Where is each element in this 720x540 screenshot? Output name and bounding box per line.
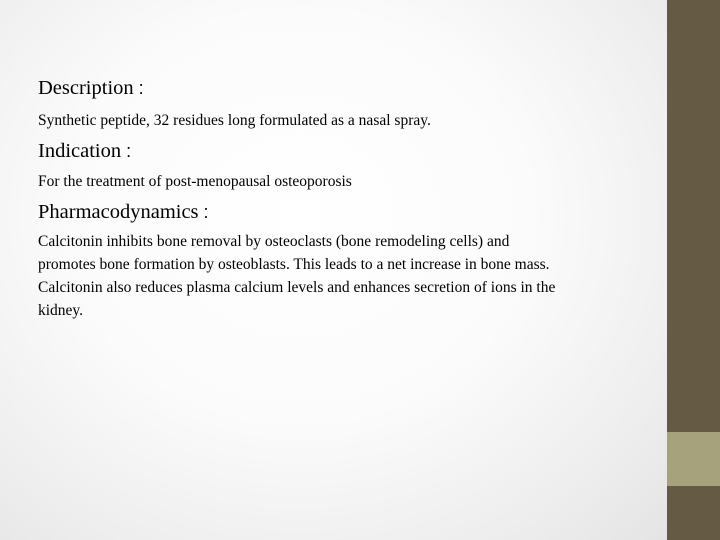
description-text: Synthetic peptide, 32 residues long formulated as a nasal spray. (38, 112, 431, 129)
indication-heading (38, 137, 648, 165)
pharmacodynamics-heading-colon: : (198, 202, 209, 222)
description-heading-colon: : (133, 78, 144, 98)
pharmacodynamics-text (38, 230, 648, 322)
description-heading (38, 74, 648, 102)
pharmacodynamics-heading (38, 198, 648, 226)
pharmacodynamics-line: kidney. (38, 302, 84, 319)
indication-heading-text: Indication (38, 140, 122, 162)
pharmacodynamics-line: Calcitonin also reduces plasma calcium levels and enhances secretion of ions in the (38, 279, 556, 296)
description-heading-text: Description (38, 77, 134, 99)
pharmacodynamics-heading-text: Pharmacodynamics (38, 201, 199, 223)
indication-text: For the treatment of post-menopausal osteoporosis (38, 173, 352, 190)
pharmacodynamics-line: Calcitonin inhibits bone removal by osteoclasts (bone remodeling cells) and (38, 233, 510, 250)
slide-content (38, 74, 648, 322)
sidebar-accent-block (667, 432, 720, 486)
pharmacodynamics-line: promotes bone formation by osteoblasts. This leads to a net increase in bone mass. (38, 256, 550, 273)
indication-heading-colon: : (121, 141, 132, 161)
